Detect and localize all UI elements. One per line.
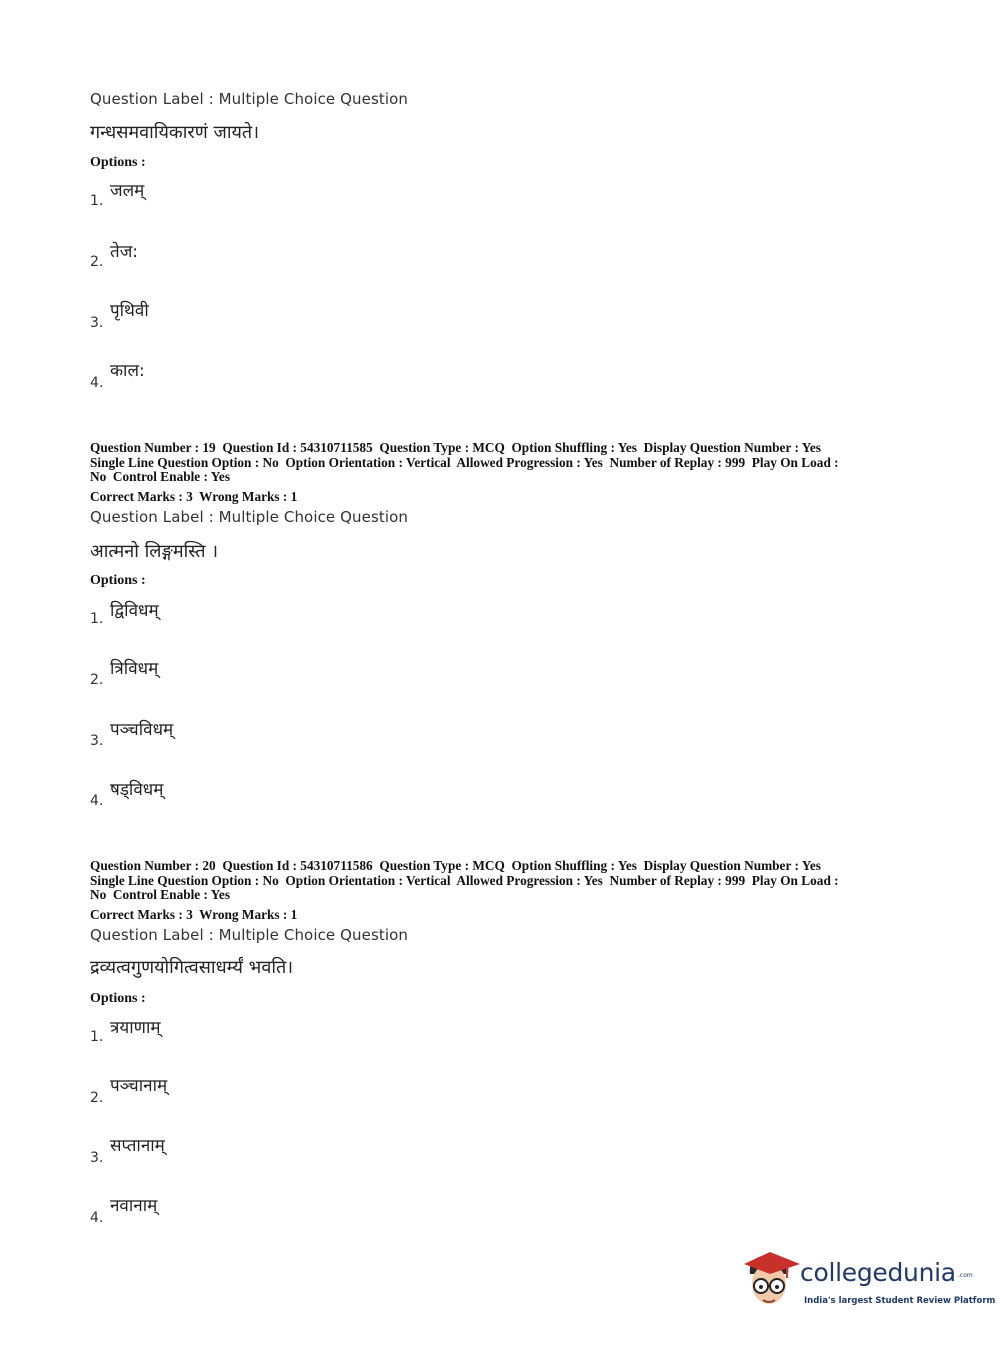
marks-line: Correct Marks : 3 Wrong Marks : 1 <box>90 907 298 922</box>
logo-suffix: .com <box>958 1272 973 1279</box>
collegedunia-logo <box>742 1250 996 1320</box>
question-text: गन्धसमवायिकारणं जायते। <box>90 122 260 143</box>
question-meta: Question Number : 20 Question Id : 54310711586 Question Type : MCQ Option Shuffling : Yes Display Question Number : Yes Single Line Question Option : No Option Orientation : Vertical Allowed Progression : Yes Number of Replay : 999 Play On Load : No Control Enable : Yes <box>90 858 839 902</box>
question-text: आत्मनो लिङ्गमस्ति । <box>90 541 219 562</box>
option-number: 3. <box>90 1150 104 1166</box>
question-label: Question Label : Multiple Choice Question <box>90 926 409 944</box>
option-number: 4. <box>90 793 104 809</box>
option-number: 2. <box>90 1090 104 1106</box>
option-number: 3. <box>90 733 104 749</box>
option-text: त्रयाणाम् <box>110 1018 161 1038</box>
option-number: 3. <box>90 315 104 331</box>
option-text: षड्विधम् <box>110 780 164 800</box>
option-text: तेज: <box>110 242 139 262</box>
option-number: 1. <box>90 193 104 209</box>
question-label: Question Label : Multiple Choice Question <box>90 508 409 526</box>
logo-tagline: India's largest Student Review Platform <box>804 1296 996 1306</box>
marks-line: Correct Marks : 3 Wrong Marks : 1 <box>90 489 298 504</box>
option-text: नवानाम् <box>110 1196 158 1216</box>
option-number: 2. <box>90 254 104 270</box>
option-text: पृथिवी <box>110 301 149 321</box>
question-meta: Question Number : 19 Question Id : 54310711585 Question Type : MCQ Option Shuffling : Yes Display Question Number : Yes Single Line Question Option : No Option Orientation : Vertical Allowed Progression : Yes Number of Replay : 999 Play On Load : No Control Enable : Yes <box>90 440 839 484</box>
option-text: त्रिविधम् <box>110 659 159 679</box>
mascot-icon <box>742 1250 802 1312</box>
option-number: 1. <box>90 611 104 627</box>
option-text: पञ्चविधम् <box>110 720 174 740</box>
question-text: द्रव्यत्वगुणयोगित्वसाधर्म्यं भवति। <box>90 957 294 978</box>
options-heading: Options : <box>90 991 146 1006</box>
option-number: 4. <box>90 1210 104 1226</box>
logo-wordmark: collegedunia <box>800 1258 956 1287</box>
options-heading: Options : <box>90 155 146 170</box>
option-number: 4. <box>90 375 104 391</box>
option-number: 1. <box>90 1029 104 1045</box>
option-text: काल: <box>110 361 145 381</box>
option-text: जलम् <box>110 181 145 201</box>
option-text: सप्तानाम् <box>110 1136 165 1156</box>
option-text: द्विविधम् <box>110 601 159 621</box>
options-heading: Options : <box>90 573 146 588</box>
question-label: Question Label : Multiple Choice Question <box>90 90 409 108</box>
option-text: पञ्चानाम् <box>110 1076 168 1096</box>
option-number: 2. <box>90 672 104 688</box>
